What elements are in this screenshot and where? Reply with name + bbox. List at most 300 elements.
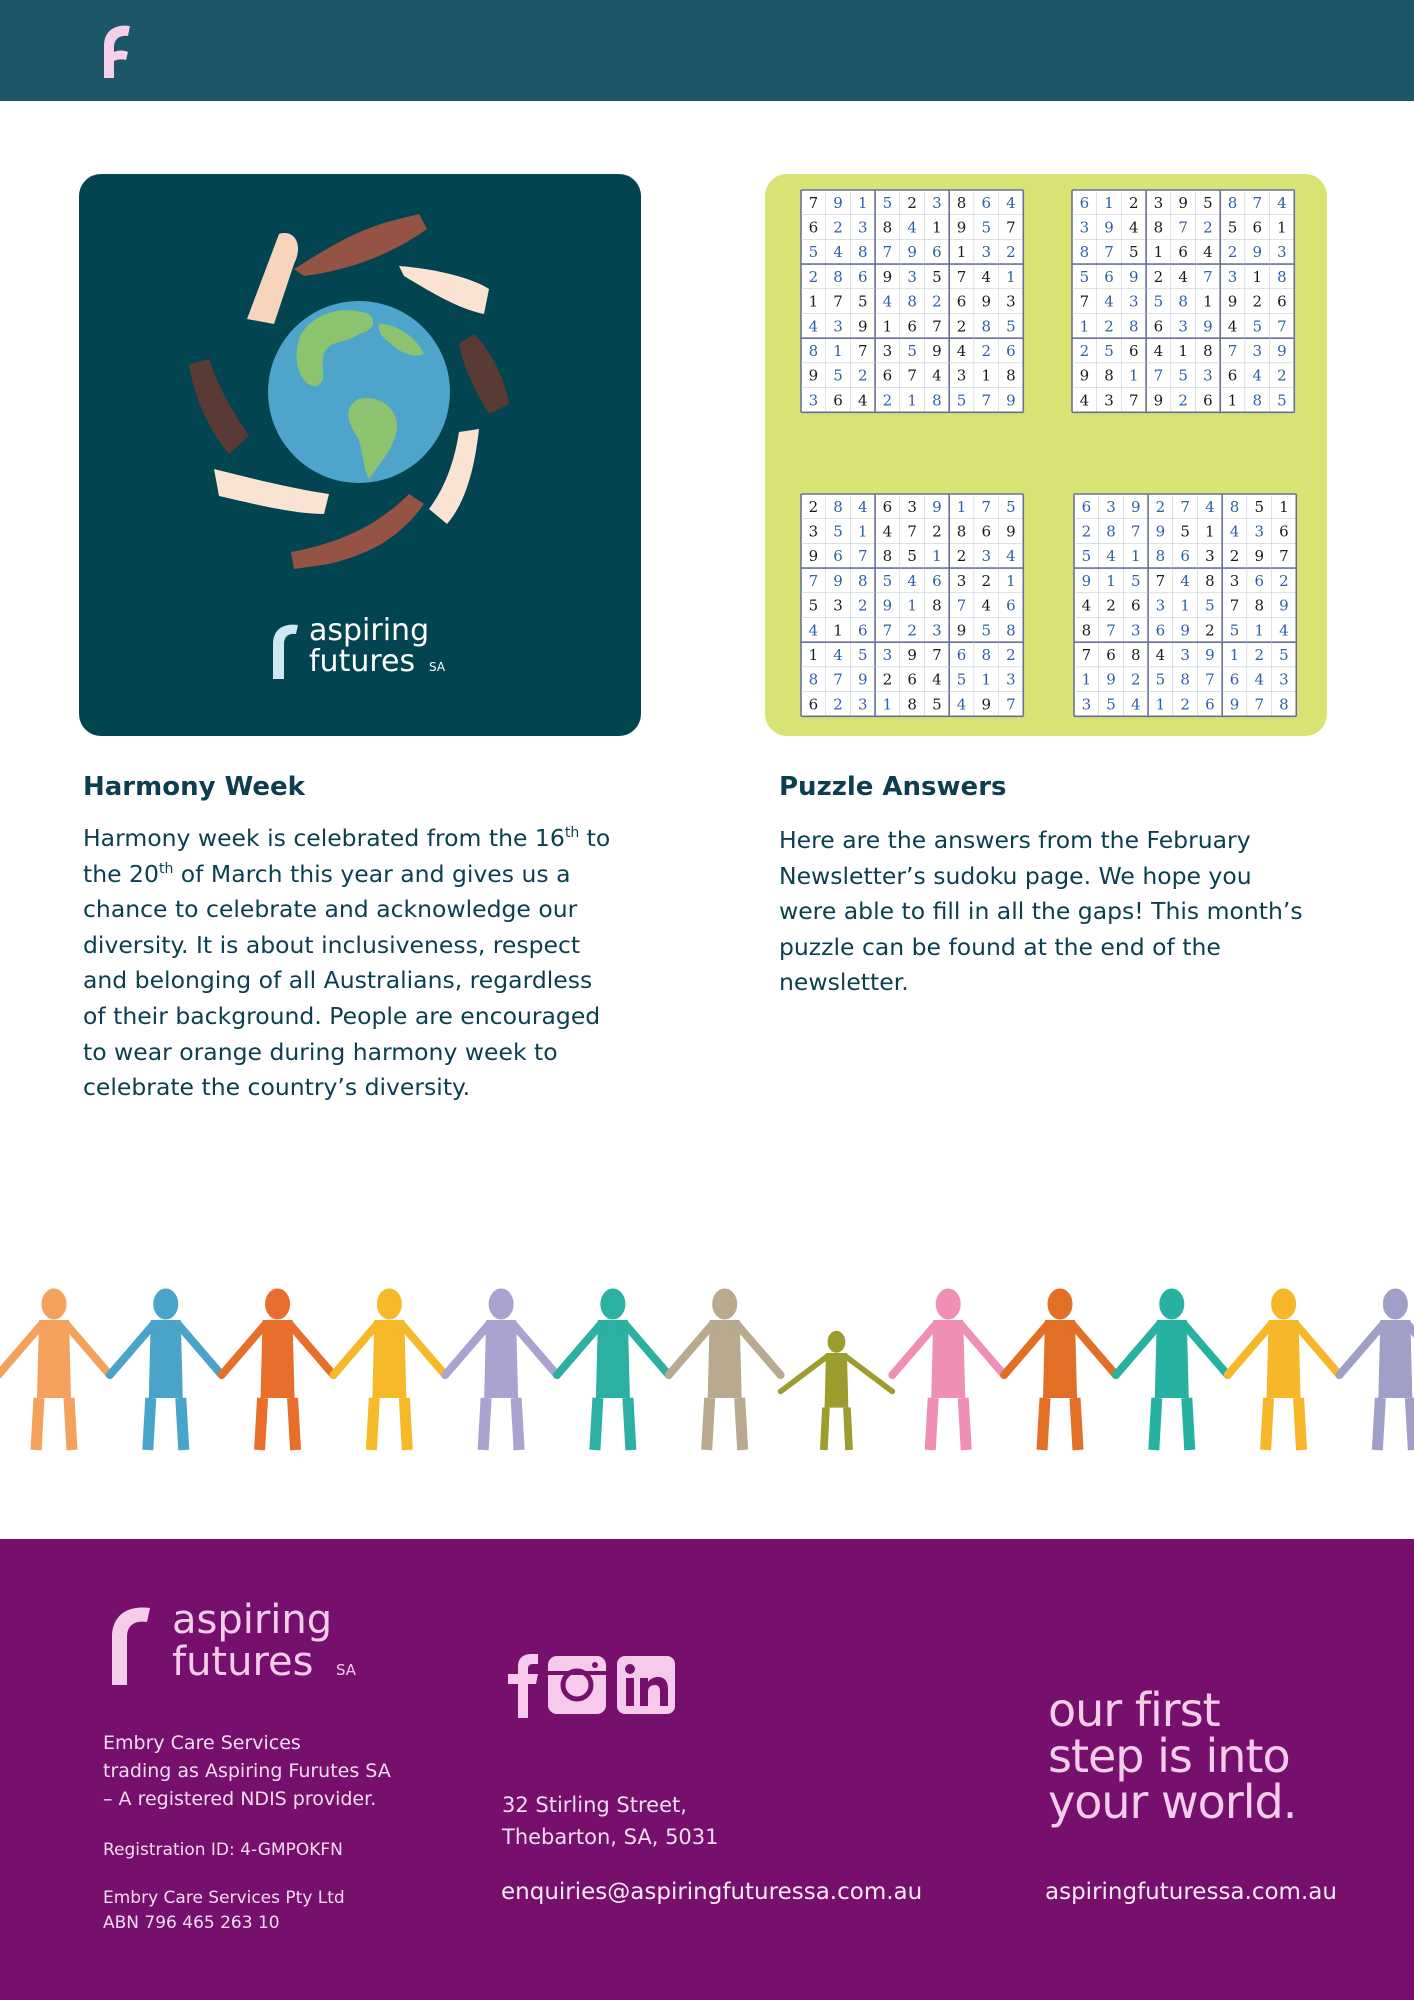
sudoku-digit: 7 [956,596,967,615]
sudoku-digit: 5 [1205,596,1215,615]
sudoku-grid [801,494,1023,716]
harmony-line: and belonging of all Australians, regardless [83,966,593,995]
pty-line: Embry Care Services Pty Ltd [103,1888,345,1908]
pty-line: ABN 796 465 263 10 [103,1913,280,1933]
sudoku-digit: 5 [1106,695,1116,714]
sudoku-digit: 3 [1227,267,1238,286]
sudoku-digit: 2 [1006,243,1016,262]
sudoku-digit: 2 [907,621,917,640]
sudoku-digit: 1 [981,366,992,385]
company-line: trading as Aspiring Furutes SA [103,1760,391,1782]
sudoku-digit: 9 [907,645,917,664]
sudoku-digit: 3 [857,695,868,714]
sudoku-digit: 9 [1277,341,1287,360]
sudoku-digit: 3 [1180,645,1190,664]
sudoku-digit: 4 [932,366,942,385]
sudoku-digit: 5 [1104,341,1114,360]
sudoku-digit: 3 [981,547,992,566]
sudoku-digit: 2 [1254,645,1265,664]
sudoku-digit: 3 [1106,497,1116,516]
footer [0,1539,1414,2000]
sudoku-digit: 3 [1104,391,1114,410]
company-line: Embry Care Services [103,1732,301,1754]
sudoku-digit: 2 [1153,267,1164,286]
sudoku-digit: 6 [1279,522,1289,541]
sudoku-digit: 2 [956,547,967,566]
sudoku-digit: 4 [1205,497,1215,516]
sudoku-digit: 9 [857,670,868,689]
sudoku-digit: 8 [882,218,893,237]
sudoku-digit: 5 [1079,267,1090,286]
sudoku-digit: 4 [1254,670,1265,689]
sudoku-digit: 3 [907,267,917,286]
address-line: 32 Stirling Street, [502,1793,687,1817]
sudoku-digit: 2 [907,193,917,212]
sudoku-digit: 2 [1279,571,1289,590]
brand-mark-icon [96,20,136,80]
sudoku-digit: 8 [907,292,917,311]
sudoku-digit: 3 [808,522,819,541]
sudoku-digit: 6 [1128,341,1139,360]
sudoku-digit: 1 [1178,341,1188,360]
sudoku-digit: 6 [1254,571,1265,590]
sudoku-digit: 5 [1081,547,1092,566]
sudoku-digit: 9 [1252,243,1263,262]
sudoku-digit: 1 [1279,497,1289,516]
sudoku-digit: 3 [1081,695,1092,714]
sudoku-digit: 2 [882,391,893,410]
sudoku-digit: 6 [1104,267,1114,286]
sudoku-digit: 1 [1104,193,1114,212]
sudoku-digit: 2 [1079,341,1090,360]
sudoku-digit: 3 [1128,292,1139,311]
sudoku-digit: 4 [808,621,819,640]
sudoku-digit: 9 [1006,391,1016,410]
sudoku-digit: 4 [1130,695,1141,714]
sudoku-digit: 1 [1205,522,1215,541]
logo-aspiring: aspiring [309,613,430,648]
harmony-line: the 20th of March this year and gives us a [83,859,571,888]
sudoku-digit: 6 [1130,596,1141,615]
sudoku-digit: 7 [1006,695,1016,714]
sudoku-digit: 5 [956,391,967,410]
sudoku-digit: 6 [956,292,967,311]
sudoku-digit: 9 [1178,193,1188,212]
pty-info [103,1886,345,1936]
sudoku-digit: 3 [1155,596,1166,615]
sudoku-grid [1072,190,1294,412]
sudoku-digit: 5 [932,267,942,286]
sudoku-digit: 5 [1006,497,1016,516]
sudoku-digit: 5 [1130,571,1141,590]
harmony-line: celebrate the country’s diversity. [83,1073,471,1102]
person-figure [1116,1289,1228,1450]
address-line: Thebarton, SA, 5031 [502,1825,719,1849]
person-figure [0,1289,110,1450]
sudoku-digit: 3 [1279,670,1289,689]
sudoku-digit: 3 [1153,193,1164,212]
sudoku-digit: 5 [882,571,893,590]
sudoku-grids [765,174,1327,736]
sudoku-digit: 1 [1153,243,1164,262]
sudoku-digit: 3 [857,218,868,237]
sudoku-digit: 8 [857,571,868,590]
sudoku-digit: 7 [857,547,868,566]
sudoku-digit: 8 [1180,670,1190,689]
sudoku-digit: 4 [882,292,893,311]
sudoku-digit: 7 [1104,243,1114,262]
sudoku-digit: 4 [1252,366,1263,385]
sudoku-digit: 2 [857,366,868,385]
sudoku-digit: 6 [1227,366,1238,385]
sudoku-digit: 2 [1180,695,1190,714]
sudoku-digit: 4 [1203,243,1213,262]
sudoku-digit: 4 [956,341,967,360]
sudoku-digit: 5 [1227,218,1238,237]
sudoku-digit: 6 [1153,317,1164,336]
sudoku-digit: 7 [1254,695,1265,714]
sudoku-digit: 4 [1229,522,1240,541]
sudoku-digit: 7 [981,497,992,516]
sudoku-digit: 6 [932,243,942,262]
sudoku-digit: 5 [1203,193,1213,212]
sudoku-digit: 2 [1128,193,1139,212]
linkedin-icon[interactable] [617,1656,675,1714]
sudoku-digit: 9 [956,218,967,237]
sudoku-digit: 6 [857,267,868,286]
sudoku-digit: 3 [1252,341,1263,360]
person-figure [333,1289,445,1450]
person-figure [892,1289,1004,1450]
sudoku-digit: 4 [857,497,868,516]
sudoku-digit: 5 [981,621,992,640]
sudoku-digit: 7 [857,341,868,360]
sudoku-digit: 5 [1252,317,1263,336]
sudoku-digit: 2 [932,292,942,311]
sudoku-digit: 1 [1254,621,1265,640]
sudoku-digit: 5 [981,218,992,237]
sudoku-digit: 3 [907,497,917,516]
person-figure [445,1289,557,1450]
sudoku-grid [801,190,1023,412]
harmony-week-text [83,821,683,1106]
sudoku-digit: 6 [808,695,819,714]
sudoku-digit: 6 [1178,243,1188,262]
sudoku-digit: 7 [1081,645,1092,664]
sudoku-digit: 3 [956,571,967,590]
sudoku-digit: 4 [1277,193,1287,212]
sudoku-digit: 7 [833,292,843,311]
sudoku-digit: 9 [1227,292,1238,311]
sudoku-digit: 7 [932,317,942,336]
sudoku-digit: 1 [1079,317,1090,336]
sudoku-digit: 6 [1079,193,1090,212]
sudoku-digit: 6 [1252,218,1263,237]
sudoku-digit: 7 [1178,218,1188,237]
sudoku-digit: 8 [808,670,819,689]
sudoku-digit: 5 [956,670,967,689]
footer-logo-aspiring: aspiring [172,1597,333,1643]
person-figure [557,1289,669,1450]
sudoku-digit: 6 [882,497,893,516]
sudoku-digit: 1 [1227,391,1238,410]
instagram-icon[interactable] [548,1656,606,1714]
sudoku-digit: 2 [981,341,992,360]
sudoku-digit: 4 [1155,645,1166,664]
sudoku-digit: 5 [932,695,942,714]
facebook-icon[interactable] [508,1654,538,1718]
sudoku-digit: 4 [1106,547,1116,566]
sudoku-digit: 9 [1130,497,1141,516]
sudoku-digit: 9 [981,695,992,714]
people-chain-illustration [0,1262,1414,1462]
sudoku-digit: 7 [907,366,917,385]
sudoku-digit: 2 [857,596,868,615]
sudoku-digit: 6 [1155,621,1166,640]
sudoku-digit: 8 [1252,391,1263,410]
sudoku-digit: 4 [981,267,992,286]
company-line: – A registered NDIS provider. [103,1788,377,1810]
sudoku-digit: 1 [1128,366,1139,385]
sudoku-digit: 6 [981,522,992,541]
sudoku-digit: 2 [1252,292,1263,311]
sudoku-digit: 8 [1104,366,1114,385]
harmony-line: diversity. It is about inclusiveness, respect [83,930,581,959]
tagline-line: our first [1048,1683,1220,1737]
sudoku-digit: 8 [981,645,992,664]
sudoku-digit: 6 [1106,645,1116,664]
sudoku-digit: 9 [1128,267,1139,286]
sudoku-digit: 1 [932,547,942,566]
person-figure [781,1331,893,1450]
sudoku-digit: 1 [1006,267,1016,286]
sudoku-digit: 8 [956,193,967,212]
sudoku-digit: 9 [1106,670,1116,689]
social-links [504,1654,684,1718]
sudoku-digit: 9 [833,571,843,590]
sudoku-digit: 7 [1079,292,1090,311]
sudoku-digit: 2 [1106,596,1116,615]
sudoku-digit: 3 [833,317,843,336]
sudoku-digit: 2 [1104,317,1114,336]
sudoku-digit: 4 [956,695,967,714]
sudoku-digit: 1 [857,522,868,541]
tagline [1048,1683,1297,1829]
sudoku-digit: 2 [808,267,819,286]
sudoku-digit: 1 [1203,292,1213,311]
sudoku-digit: 6 [1006,596,1016,615]
sudoku-digit: 7 [1252,193,1263,212]
sudoku-digit: 8 [1155,547,1166,566]
footer-logo [110,1595,370,1685]
sudoku-digit: 9 [1153,391,1164,410]
puzzle-line: puzzle can be found at the end of the [779,932,1221,961]
sudoku-digit: 8 [1006,366,1016,385]
sudoku-digit: 4 [1227,317,1238,336]
puzzle-line: were able to fill in all the gaps! This month’s [779,897,1303,926]
sudoku-digit: 6 [932,571,942,590]
sudoku-digit: 8 [1279,695,1289,714]
sudoku-digit: 8 [1079,243,1090,262]
sudoku-digit: 1 [1229,645,1240,664]
sudoku-digit: 3 [1006,292,1016,311]
sudoku-digit: 3 [833,596,843,615]
sudoku-digit: 7 [981,391,992,410]
sudoku-digit: 1 [1252,267,1263,286]
puzzle-answers-text [779,823,1399,1001]
sudoku-digit: 2 [1130,670,1141,689]
company-info [103,1729,391,1813]
sudoku-digit: 3 [1178,317,1188,336]
sudoku-digit: 7 [1106,621,1116,640]
sudoku-digit: 4 [808,317,819,336]
sudoku-digit: 1 [882,317,893,336]
sudoku-digit: 5 [833,522,843,541]
sudoku-digit: 9 [808,547,819,566]
sudoku-digit: 7 [1203,267,1213,286]
footer-logo-suffix: SA [336,1661,357,1679]
sudoku-digit: 2 [1229,547,1240,566]
sudoku-digit: 7 [808,571,819,590]
sudoku-digit: 1 [857,193,868,212]
sudoku-digit: 7 [882,621,893,640]
person-figure [1339,1289,1414,1450]
sudoku-digit: 1 [882,695,893,714]
email-link[interactable]: enquiries@aspiringfuturessa.com.au [501,1879,923,1905]
sudoku-digit: 2 [1205,621,1215,640]
sudoku-digit: 4 [1006,547,1016,566]
sudoku-digit: 7 [1279,547,1289,566]
sudoku-digit: 5 [808,243,819,262]
sudoku-digit: 4 [1279,621,1289,640]
sudoku-digit: 2 [1081,522,1092,541]
sudoku-digit: 3 [932,621,942,640]
sudoku-digit: 4 [1178,267,1188,286]
sudoku-digit: 3 [1079,218,1090,237]
sudoku-digit: 7 [956,267,967,286]
sudoku-digit: 2 [1155,497,1166,516]
sudoku-digit: 5 [857,645,868,664]
sudoku-digit: 4 [1079,391,1090,410]
sudoku-digit: 8 [1128,317,1139,336]
sudoku-digit: 1 [808,645,819,664]
sudoku-digit: 7 [907,522,917,541]
sudoku-digit: 5 [1229,621,1240,640]
sudoku-digit: 8 [932,596,942,615]
sudoku-digit: 3 [1205,547,1215,566]
sudoku-digit: 4 [833,645,843,664]
sudoku-digit: 3 [1277,243,1287,262]
sudoku-digit: 1 [1106,571,1116,590]
sudoku-digit: 9 [1229,695,1240,714]
sudoku-digit: 2 [932,522,942,541]
sudoku-digit: 8 [1205,571,1215,590]
sudoku-digit: 9 [808,366,819,385]
sudoku-digit: 5 [1277,391,1287,410]
person-figure [1228,1289,1340,1450]
person-figure [110,1289,222,1450]
sudoku-digit: 8 [857,243,868,262]
sudoku-digit: 7 [1229,596,1240,615]
sudoku-digit: 3 [1203,366,1213,385]
sudoku-digit: 1 [956,243,967,262]
sudoku-digit: 1 [833,621,843,640]
sudoku-digit: 7 [1205,670,1215,689]
sudoku-digit: 9 [1104,218,1114,237]
sudoku-digit: 7 [1277,317,1287,336]
sudoku-digit: 5 [1155,670,1166,689]
sudoku-digit: 6 [1277,292,1287,311]
sudoku-digit: 2 [1277,366,1287,385]
sudoku-digit: 9 [956,621,967,640]
sudoku-digit: 5 [907,341,917,360]
sudoku-digit: 1 [808,292,819,311]
sudoku-digit: 6 [956,645,967,664]
sudoku-digit: 3 [808,391,819,410]
sudoku-digit: 7 [1227,341,1238,360]
sudoku-digit: 7 [882,243,893,262]
sudoku-digit: 6 [1229,670,1240,689]
sudoku-digit: 8 [1277,267,1287,286]
sudoku-digit: 7 [1153,366,1164,385]
harmony-line: to wear orange during harmony week to [83,1037,558,1066]
sudoku-digit: 8 [932,391,942,410]
sudoku-digit: 8 [1130,645,1141,664]
sudoku-digit: 1 [1006,571,1016,590]
sudoku-digit: 5 [1153,292,1164,311]
harmony-week-image [79,174,641,736]
sudoku-digit: 2 [956,317,967,336]
sudoku-digit: 3 [882,341,893,360]
tagline-line: step is into [1048,1729,1290,1783]
sudoku-digit: 9 [1079,366,1090,385]
sudoku-digit: 9 [1205,645,1215,664]
sudoku-digit: 6 [857,621,868,640]
sudoku-digit: 2 [1203,218,1213,237]
sudoku-digit: 8 [1006,621,1016,640]
sudoku-digit: 3 [1254,522,1265,541]
sudoku-digit: 7 [932,645,942,664]
sudoku-digit: 9 [1006,522,1016,541]
sudoku-digit: 7 [1155,571,1166,590]
sudoku-digit: 4 [833,243,843,262]
sudoku-digit: 8 [1227,193,1238,212]
sudoku-digit: 6 [981,193,992,212]
sudoku-digit: 9 [882,267,893,286]
sudoku-digit: 3 [882,645,893,664]
harmony-line: chance to celebrate and acknowledge our [83,895,578,924]
sudoku-digit: 4 [882,522,893,541]
sudoku-digit: 1 [1180,596,1190,615]
sudoku-digit: 9 [1081,571,1092,590]
sudoku-digit: 6 [1006,341,1016,360]
harmony-week-heading: Harmony Week [83,772,305,802]
sudoku-digit: 4 [932,670,942,689]
sudoku-digit: 7 [833,670,843,689]
sudoku-digit: 2 [833,218,843,237]
sudoku-digit: 9 [1279,596,1289,615]
footer-logo-futures: futures [172,1639,314,1685]
sudoku-digit: 2 [833,695,843,714]
sudoku-digit: 2 [981,571,992,590]
sudoku-digit: 8 [1178,292,1188,311]
sudoku-digit: 1 [907,391,917,410]
sudoku-digit: 3 [1006,670,1016,689]
sudoku-digit: 9 [907,243,917,262]
sudoku-digit: 3 [956,366,967,385]
sudoku-digit: 3 [1130,621,1141,640]
website-link[interactable]: aspiringfuturessa.com.au [1045,1879,1337,1905]
